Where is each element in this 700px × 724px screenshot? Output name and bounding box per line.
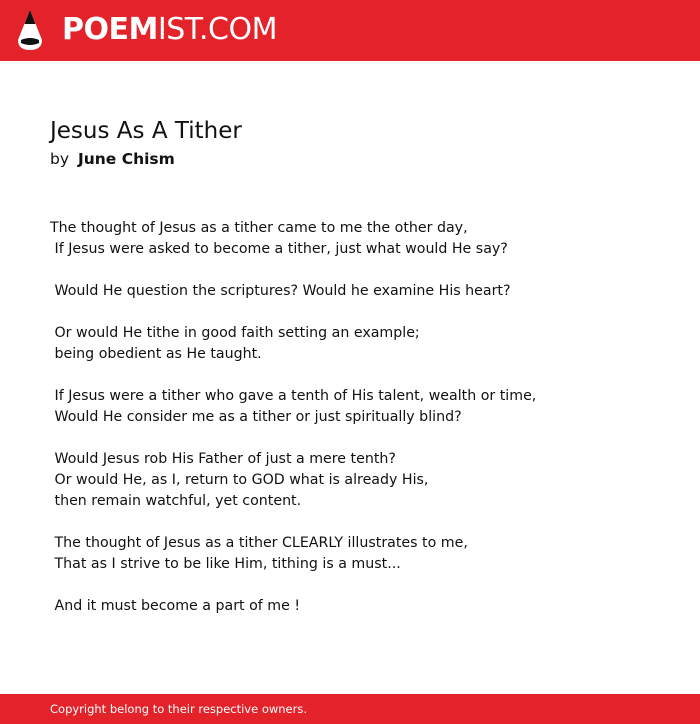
copyright-text: Copyright belong to their respective owners. — [50, 702, 308, 716]
poem-line — [50, 302, 670, 323]
poem-line: If Jesus were asked to become a tither, just what would He say? — [50, 241, 508, 257]
poem-title: Jesus As A Tither — [50, 118, 242, 144]
poem-line — [50, 512, 670, 533]
poem-line — [50, 365, 670, 386]
poem-line: then remain watchful, yet content. — [50, 493, 302, 509]
pencil-tip-icon — [17, 9, 43, 51]
poem-byline — [50, 148, 175, 170]
poem-body — [50, 218, 670, 617]
site-logo-text[interactable] — [62, 12, 277, 48]
poem-line: Or would He, as I, return to GOD what is already His, — [50, 472, 429, 488]
poem-line: The thought of Jesus as a tither came to me the other day, — [50, 220, 468, 236]
poem-line: And it must become a part of me ! — [50, 598, 301, 614]
site-header — [0, 0, 700, 61]
logo-light-part: IST.COM — [157, 12, 277, 47]
by-label: by — [50, 150, 70, 168]
poem-line: Or would He tithe in good faith setting an example; — [50, 325, 420, 341]
poem-line: That as I strive to be like Him, tithing is a must... — [50, 556, 401, 572]
poem-line: Would He question the scriptures? Would he examine His heart? — [50, 283, 511, 299]
author-link[interactable]: June Chism — [77, 150, 175, 168]
poem-line: being obedient as He taught. — [50, 346, 262, 362]
site-footer — [0, 694, 700, 724]
poem-line — [50, 575, 670, 596]
poem-line: If Jesus were a tither who gave a tenth of His talent, wealth or time, — [50, 388, 537, 404]
poem-line — [50, 428, 670, 449]
poem-line: Would Jesus rob His Father of just a mere tenth? — [50, 451, 396, 467]
poem-line: Would He consider me as a tither or just spiritually blind? — [50, 409, 462, 425]
poem-line — [50, 260, 670, 281]
poem-line: The thought of Jesus as a tither CLEARLY illustrates to me, — [50, 535, 468, 551]
logo-bold-part: POEM — [62, 12, 158, 47]
